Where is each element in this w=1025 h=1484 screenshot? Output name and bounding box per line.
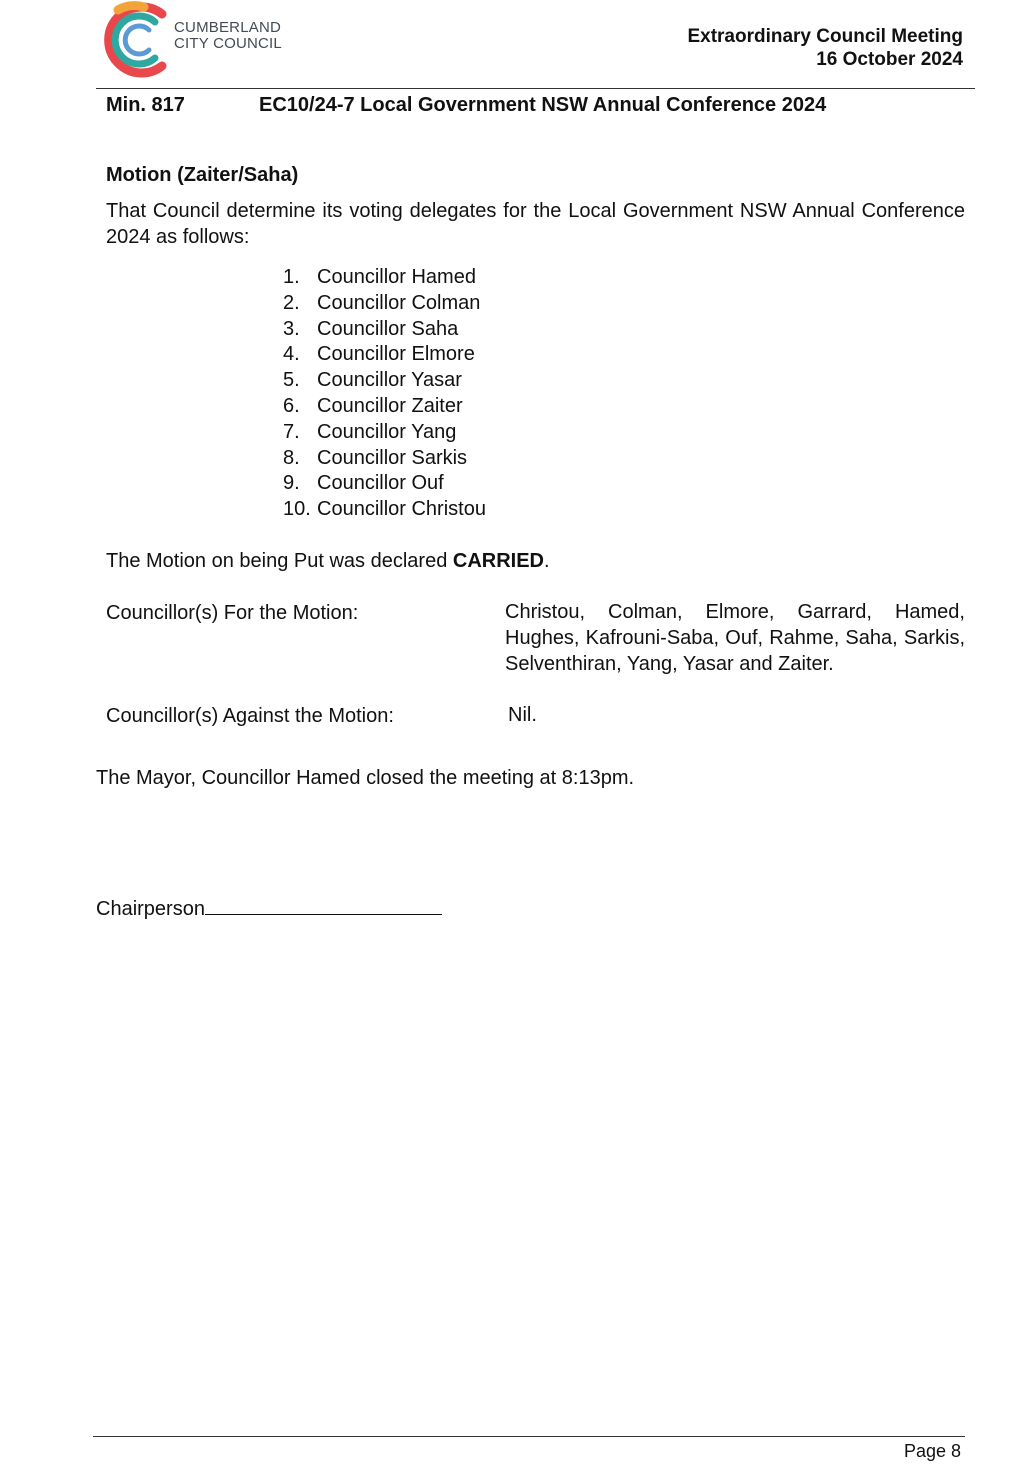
list-item-name: Councillor Ouf xyxy=(317,472,444,495)
list-item-number: 1. xyxy=(283,266,300,288)
list-item-name: Councillor Elmore xyxy=(317,343,475,366)
list-item-name: Councillor Sarkis xyxy=(317,446,468,469)
list-item-name: Councillor Zaiter xyxy=(317,394,463,417)
list-item xyxy=(283,420,486,446)
list-item xyxy=(283,497,486,523)
list-item xyxy=(283,265,486,291)
list-item-name: Councillor Hamed xyxy=(317,266,476,288)
list-item xyxy=(283,446,486,472)
list-item xyxy=(283,471,486,497)
header-divider xyxy=(96,88,975,89)
signature-line xyxy=(205,894,442,915)
list-item-number: 2. xyxy=(283,291,300,314)
list-item-name: Councillor Saha xyxy=(317,317,459,340)
logo-line-1: CUMBERLAND xyxy=(174,19,282,36)
for-motion-value: Christou, Colman, Elmore, Garrard, Hamed, Hughes, Kafrouni-Saba, Ouf, Rahme, Saha, Sarkis, Selventhiran, Yang, Yasar and Zaiter. xyxy=(505,601,965,675)
list-item-number: 5. xyxy=(283,369,300,392)
motion-result xyxy=(106,548,550,574)
list-item-number: 10. xyxy=(283,498,311,521)
list-item-name: Councillor Yasar xyxy=(317,369,462,392)
against-motion-label: Councillor(s) Against the Motion: xyxy=(106,705,394,727)
meeting-date: 16 October 2024 xyxy=(816,49,963,70)
list-item-number: 3. xyxy=(283,317,300,340)
list-item xyxy=(283,291,486,317)
result-prefix: The Motion on being Put was declared xyxy=(106,550,453,572)
chairperson-signature xyxy=(96,894,442,922)
list-item-number: 7. xyxy=(283,420,300,443)
meeting-title: Extraordinary Council Meeting xyxy=(687,26,963,47)
minute-title: EC10/24-7 Local Government NSW Annual Conference 2024 xyxy=(259,94,827,116)
page-number: Page 8 xyxy=(903,1441,961,1461)
meeting-header xyxy=(687,25,963,71)
list-item-number: 6. xyxy=(283,394,300,417)
list-item xyxy=(283,394,486,420)
minute-number: Min. 817 xyxy=(106,94,185,116)
list-item xyxy=(283,368,486,394)
list-item-number: 4. xyxy=(283,343,300,366)
list-item-number: 8. xyxy=(283,446,300,469)
result-status: CARRIED xyxy=(452,550,544,572)
list-item-name: Councillor Colman xyxy=(317,291,481,314)
chairperson-label: Chairperson xyxy=(96,898,205,920)
for-motion-label: Councillor(s) For the Motion: xyxy=(106,602,359,624)
motion-text: That Council determine its voting delegates for the Local Government NSW Annual Conference 2024 as follows: xyxy=(106,200,965,248)
logo-line-2: CITY COUNCIL xyxy=(174,35,282,52)
list-item xyxy=(283,342,486,368)
result-suffix: . xyxy=(544,550,550,572)
council-logo-mark xyxy=(96,0,172,80)
list-item-name: Councillor Christou xyxy=(317,498,486,521)
list-item-number: 9. xyxy=(283,472,300,495)
motion-heading: Motion (Zaiter/Saha) xyxy=(106,164,299,186)
delegate-list xyxy=(283,265,486,523)
council-logo-text xyxy=(174,20,282,52)
closing-statement: The Mayor, Councillor Hamed closed the meeting at 8:13pm. xyxy=(96,767,635,789)
list-item xyxy=(283,317,486,343)
list-item-name: Councillor Yang xyxy=(317,420,457,443)
footer-divider xyxy=(93,1436,965,1437)
against-motion-value: Nil. xyxy=(508,704,537,726)
council-logo xyxy=(96,0,296,80)
